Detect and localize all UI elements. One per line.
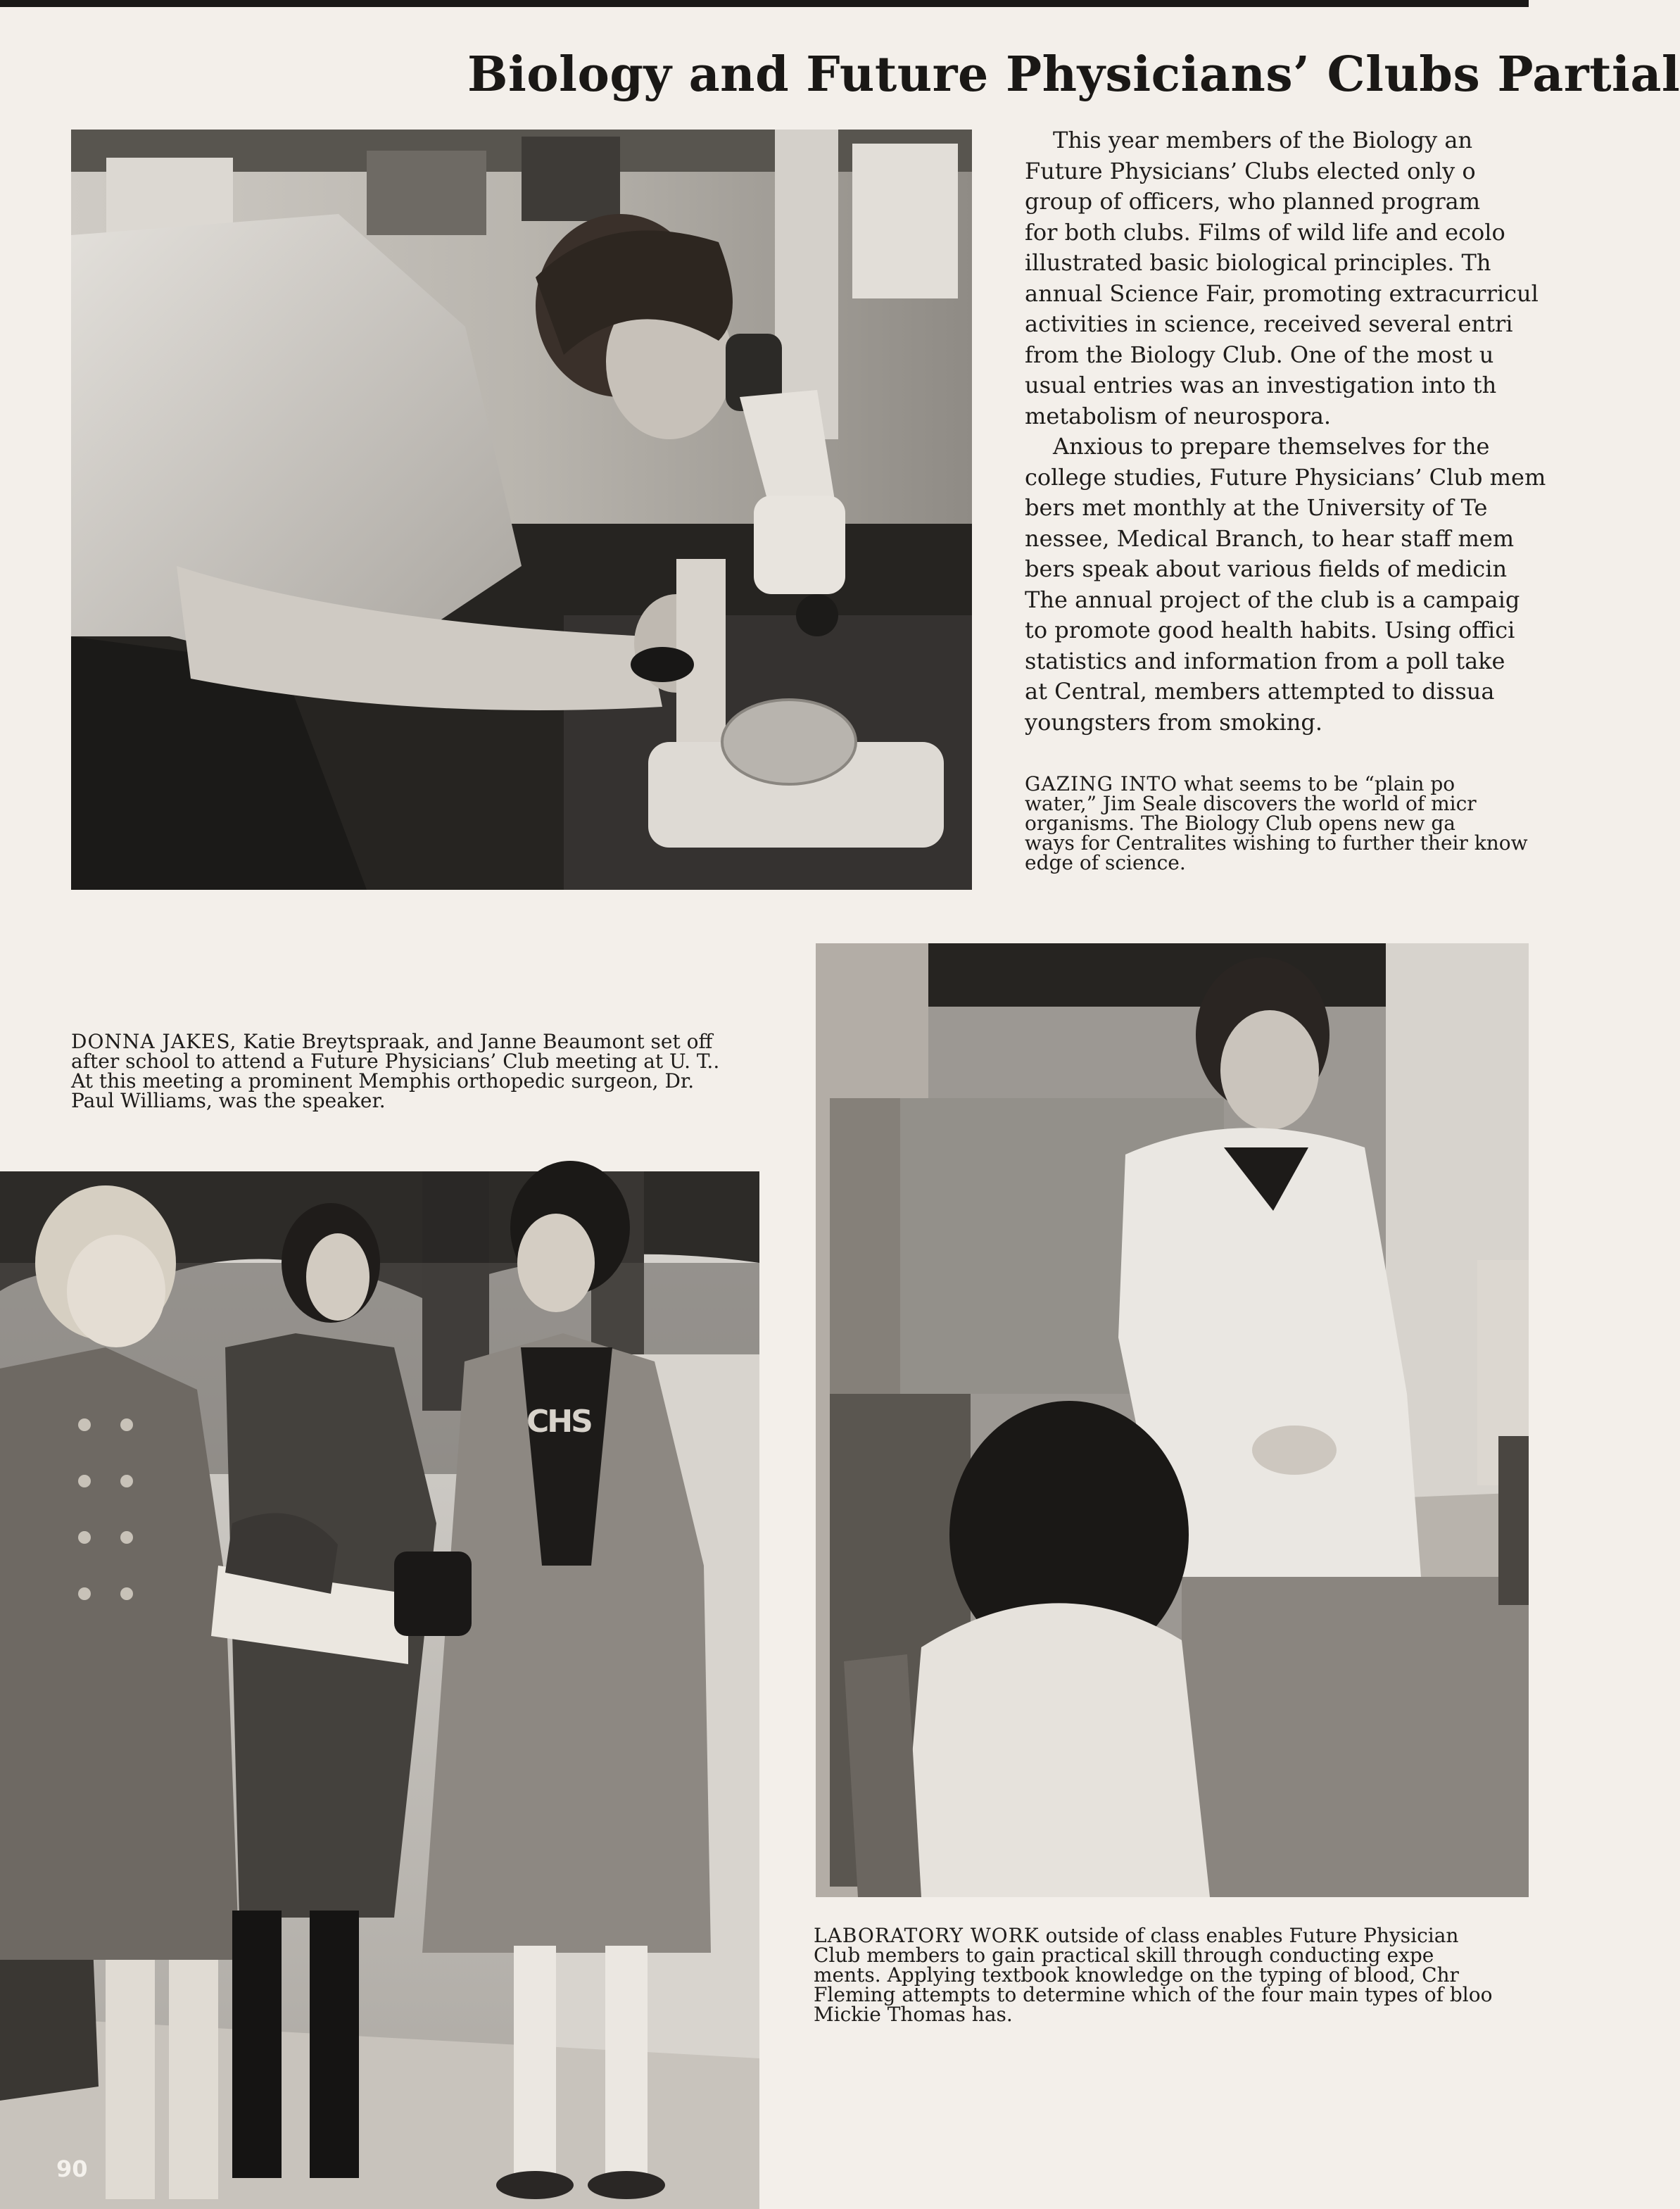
caption-line — [1025, 774, 1528, 794]
page-number: 90 — [56, 2155, 88, 2182]
body-line: college studies, Future Physicians’ Club mem — [1025, 463, 1546, 491]
body-line: annual Science Fair, promoting extracurricul — [1025, 279, 1539, 307]
top-border — [0, 0, 1529, 7]
article-paragraph-2 — [1025, 432, 1560, 738]
microscope-photo — [71, 130, 972, 890]
sweater-letters: CHS — [526, 1404, 591, 1440]
article-body — [1025, 125, 1560, 738]
caption-line: ments. Applying textbook knowledge on the typing of blood, Chr — [814, 1963, 1459, 1987]
body-line: bers met monthly at the University of Te — [1025, 494, 1488, 521]
body-line: for both clubs. Films of wild life and ecolo — [1025, 218, 1505, 246]
students-caption — [71, 1032, 719, 1111]
body-line: group of officers, who planned program — [1025, 188, 1481, 215]
caption-line: ways for Centralites wishing to further their know — [1025, 831, 1528, 855]
caption-text: Katie Breytspraak, and Janne Beaumont set off — [236, 1030, 713, 1053]
caption-text: what seems to be “plain po — [1177, 772, 1455, 795]
microscope-caption — [1025, 774, 1528, 873]
students-photo — [0, 1171, 759, 2209]
caption-line: after school to attend a Future Physicians’ Club meeting at U. T.. — [71, 1050, 720, 1073]
body-line: This year members of the Biology an — [1053, 127, 1473, 153]
students-photo-image — [0, 1171, 759, 2209]
caption-line — [814, 1926, 1492, 1946]
body-line: Anxious to prepare themselves for the — [1053, 433, 1490, 460]
caption-line — [71, 1032, 719, 1052]
caption-lead: GAZING INTO — [1025, 772, 1178, 795]
caption-line: organisms. The Biology Club opens new ga — [1025, 812, 1455, 835]
body-line: to promote good health habits. Using offici — [1025, 617, 1515, 643]
caption-line: water,” Jim Seale discovers the world of micr — [1025, 792, 1477, 815]
body-line: usual entries was an investigation into th — [1025, 372, 1497, 398]
body-line: nessee, Medical Branch, to hear staff mem — [1025, 524, 1515, 552]
laboratory-photo — [816, 943, 1529, 1897]
body-line: youngsters from smoking. — [1025, 708, 1322, 736]
body-line: illustrated basic biological principles. Th — [1025, 249, 1491, 276]
caption-text: outside of class enables Future Physician — [1039, 1924, 1459, 1947]
caption-line: Fleming attempts to determine which of the four main types of bloo — [814, 1983, 1493, 2006]
body-line: statistics and information from a poll take — [1025, 647, 1505, 674]
body-line: bers speak about various fields of medicin — [1025, 555, 1508, 582]
article-paragraph-1 — [1025, 125, 1560, 432]
body-line: at Central, members attempted to dissua — [1025, 678, 1495, 705]
caption-lead: LABORATORY WORK — [814, 1924, 1040, 1947]
laboratory-caption — [814, 1926, 1492, 2025]
caption-lead: DONNA JAKES, — [71, 1030, 237, 1053]
body-line: The annual project of the club is a campaig — [1025, 586, 1520, 613]
microscope-photo-image — [71, 130, 972, 890]
caption-line: Paul Williams, was the speaker. — [71, 1089, 386, 1112]
page-headline: Biology and Future Physicians’ Clubs Partial — [467, 46, 1680, 103]
body-line: activities in science, received several entri — [1025, 310, 1513, 337]
body-line: from the Biology Club. One of the most u — [1025, 341, 1494, 368]
caption-line: edge of science. — [1025, 851, 1186, 874]
caption-line: At this meeting a prominent Memphis orthopedic surgeon, Dr. — [71, 1069, 695, 1093]
body-line: Future Physicians’ Clubs elected only o — [1025, 157, 1476, 184]
laboratory-photo-image — [816, 943, 1529, 1897]
caption-line: Mickie Thomas has. — [814, 2003, 1013, 2026]
body-line: metabolism of neurospora. — [1025, 402, 1332, 429]
caption-line: Club members to gain practical skill through conducting expe — [814, 1944, 1434, 1967]
